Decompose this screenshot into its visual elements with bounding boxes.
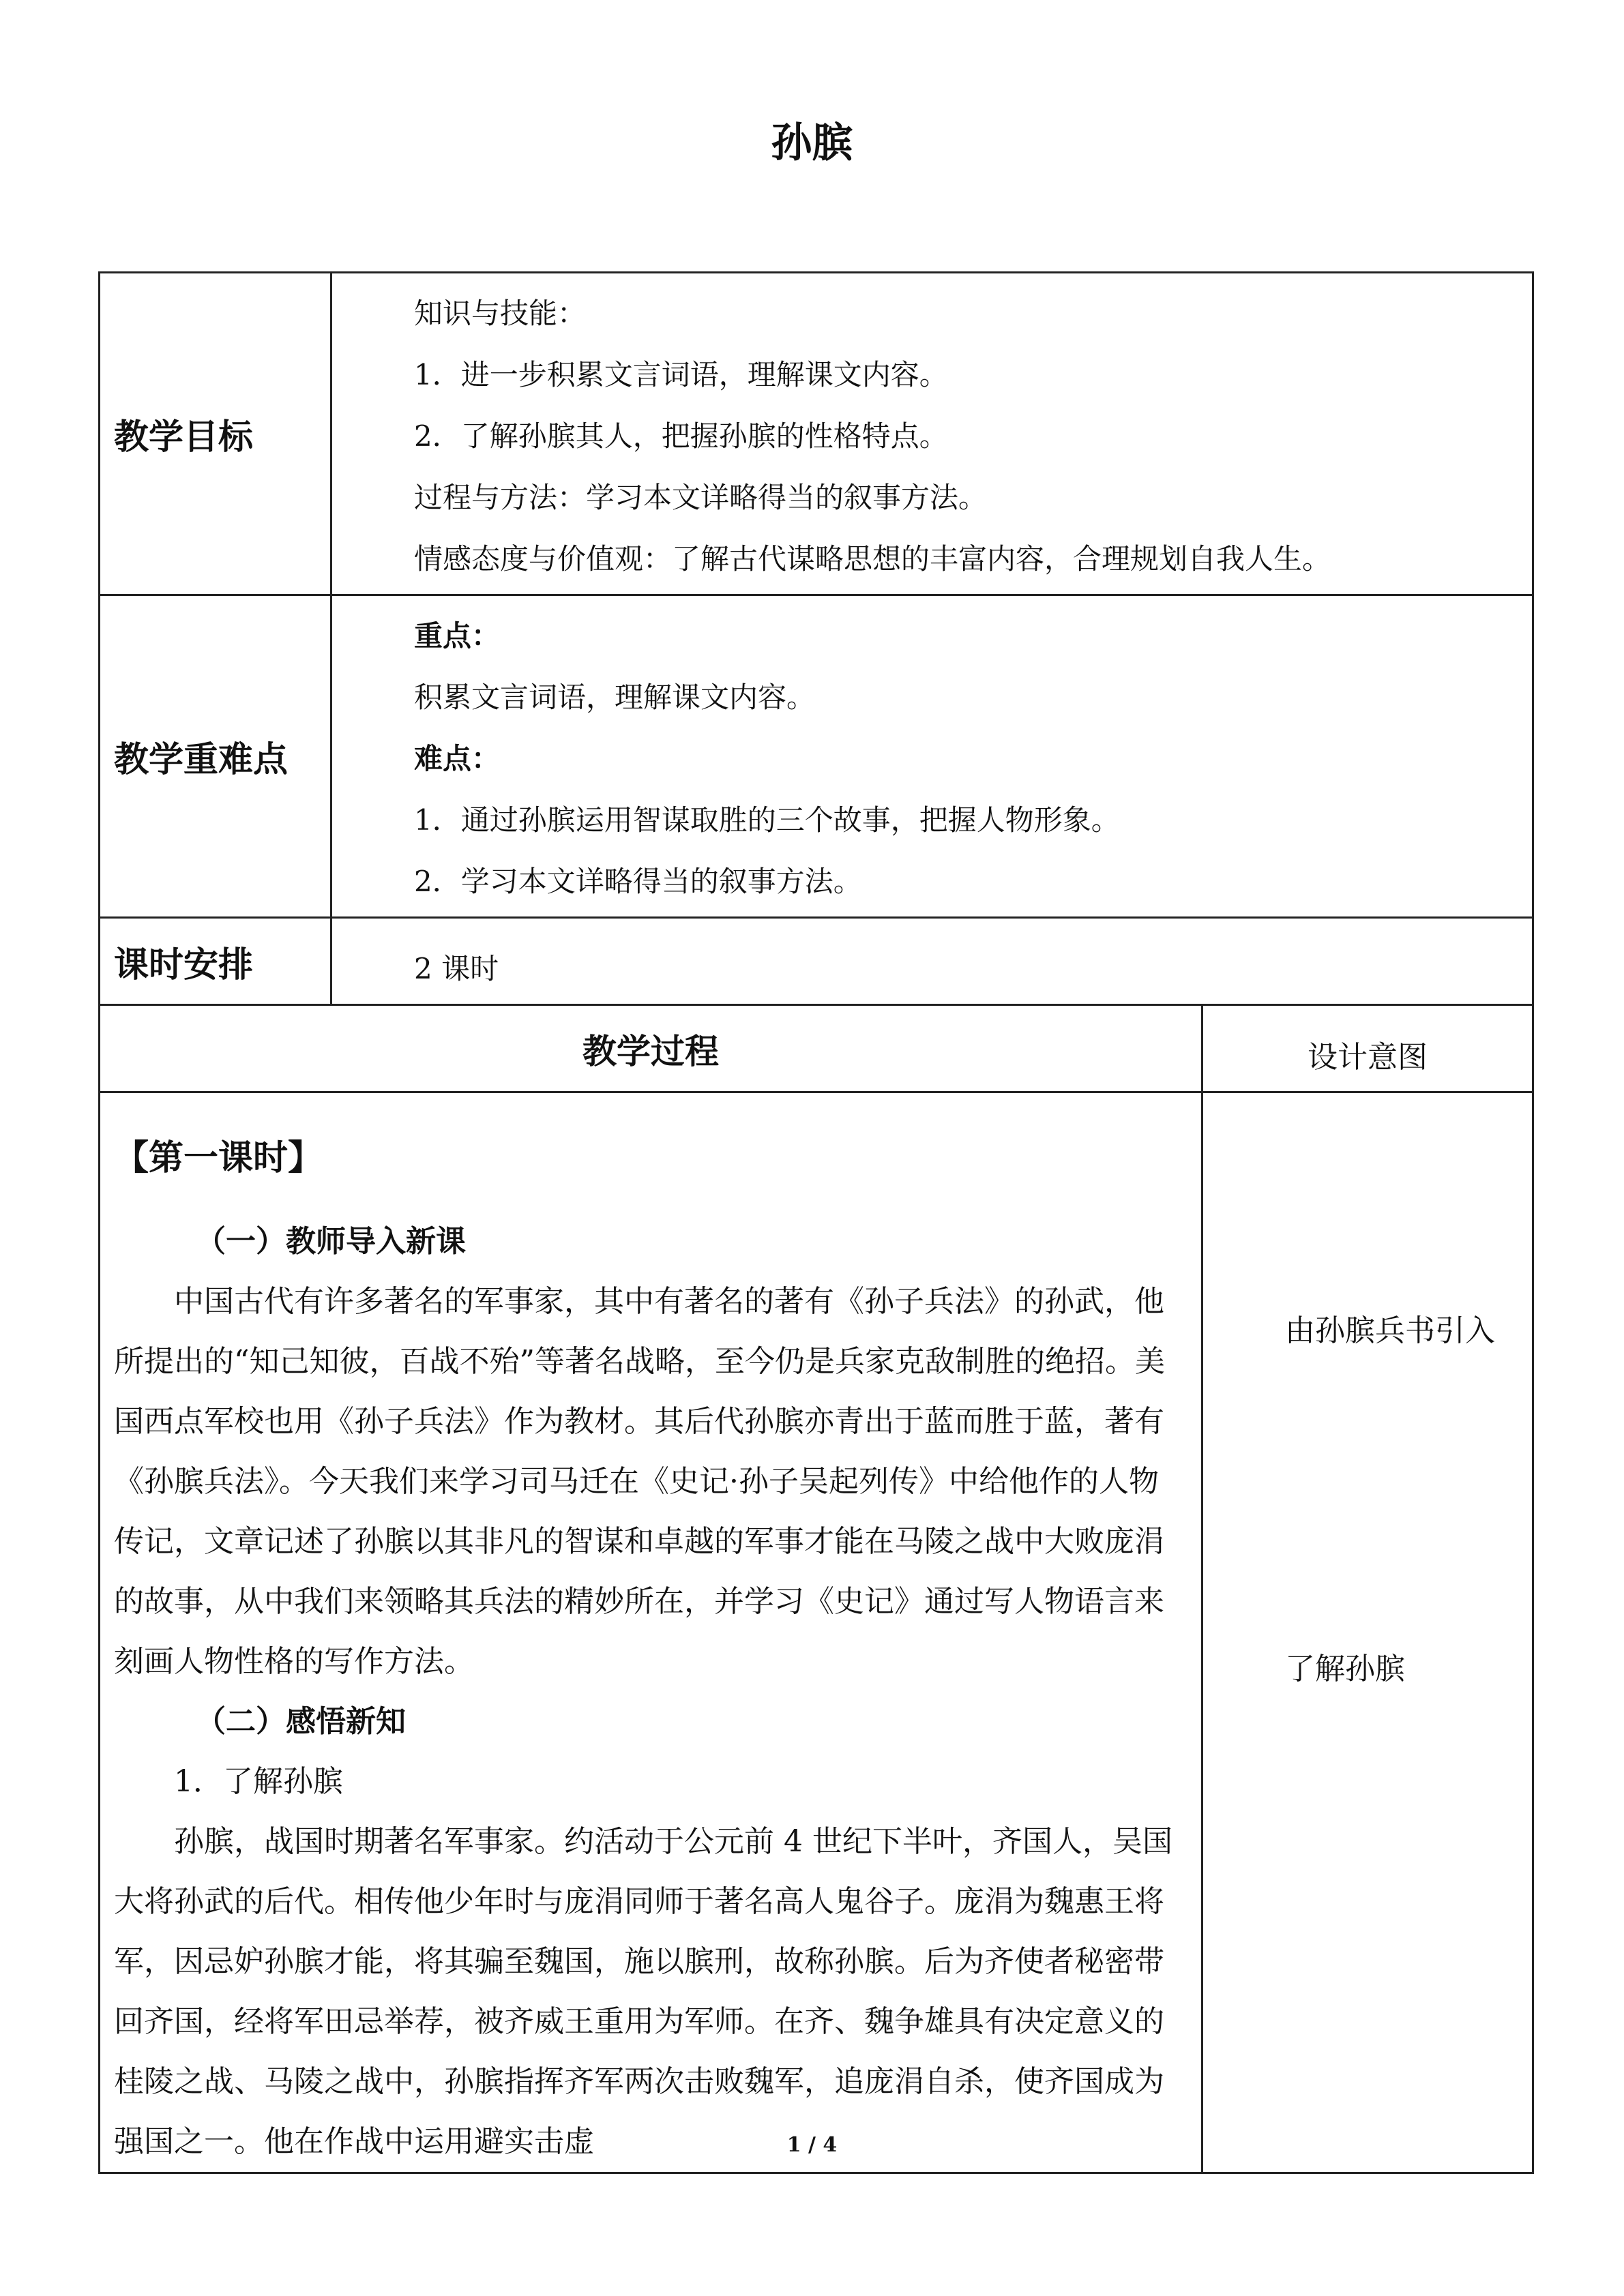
process-body-row bbox=[100, 1092, 1533, 2173]
objectives-line: 情感态度与价值观：了解古代谋略思想的丰富内容，合理规划自我人生。 bbox=[414, 542, 1331, 576]
page-number: 1 / 4 bbox=[786, 2133, 838, 2157]
schedule-label: 课时安排 bbox=[100, 918, 331, 1005]
focus-text: 积累文言词语，理解课文内容。 bbox=[414, 681, 816, 714]
design-note: 由孙膑兵书引入 bbox=[1285, 1313, 1495, 1348]
section-title: （一）教师导入新课 bbox=[196, 1224, 466, 1259]
section-title: （二）感悟新知 bbox=[196, 1704, 406, 1739]
lesson-title: 【第一课时】 bbox=[114, 1138, 323, 1178]
objectives-line: 1．进一步积累文言词语，理解课文内容。 bbox=[414, 358, 948, 391]
process-content bbox=[100, 1092, 1202, 2173]
design-notes bbox=[1202, 1092, 1533, 2173]
paragraph-biography: 孙膑，战国时期著名军事家。约活动于公元前 4 世纪下半叶，齐国人，吴国大将孙武的后代。相传他少年时与庞涓同师于著名高人鬼谷子。庞涓为魏惠王将军，因忌妒孙膑才能，将其骗至魏国，施以膑刑，故称孙膑。后为齐使者秘密带回齐国，经将军田忌举荐，被齐威王重用为军师。在齐、魏争雄具有决定意义的桂陵之战、马陵之战中，孙膑指挥齐军两次击败魏军，追庞涓自杀，使齐国成为强国之一。他在作战中运用避实击虚 bbox=[114, 1824, 1172, 2159]
design-header: 设计意图 bbox=[1202, 1005, 1533, 1092]
design-note: 了解孙膑 bbox=[1285, 1652, 1405, 1686]
key-points-label: 教学重难点 bbox=[100, 595, 331, 918]
difficulty-line: 2．学习本文详略得当的叙事方法。 bbox=[414, 865, 862, 898]
difficulty-heading: 难点： bbox=[414, 742, 501, 775]
schedule-row bbox=[100, 918, 1533, 1005]
subsection-title: 1．了解孙膑 bbox=[174, 1764, 343, 1799]
schedule-value: 2 课时 bbox=[331, 918, 1533, 1005]
objectives-content bbox=[331, 273, 1533, 595]
document-title: 孙膑 bbox=[771, 119, 853, 167]
objectives-line: 知识与技能： bbox=[414, 297, 587, 330]
process-header: 教学过程 bbox=[100, 1005, 1202, 1092]
process-header-row bbox=[100, 1005, 1533, 1092]
key-points-row bbox=[100, 595, 1533, 918]
paragraph-intro: 中国古代有许多著名的军事家，其中有著名的著有《孙子兵法》的孙武，他所提出的“知己知彼，百战不殆”等著名战略，至今仍是兵家克敌制胜的绝招。美国西点军校也用《孙子兵法》作为教材。其后代孙膑亦青出于蓝而胜于蓝，著有《孙膑兵法》。今天我们来学习司马迁在《史记·孙子吴起列传》中给他作的人物传记，文章记述了孙膑以其非凡的智谋和卓越的军事才能在马陵之战中大败庞涓的故事，从中我们来领略其兵法的精妙所在，并学习《史记》通过写人物语言来刻画人物性格的写作方法。 bbox=[114, 1284, 1165, 1679]
objectives-label: 教学目标 bbox=[100, 273, 331, 595]
key-points-content bbox=[331, 595, 1533, 918]
objectives-line: 过程与方法：学习本文详略得当的叙事方法。 bbox=[414, 481, 988, 514]
lesson-plan-table bbox=[98, 271, 1534, 2174]
focus-heading: 重点： bbox=[414, 619, 501, 653]
objectives-row bbox=[100, 273, 1533, 595]
difficulty-line: 1．通过孙膑运用智谋取胜的三个故事，把握人物形象。 bbox=[414, 803, 1120, 837]
objectives-line: 2．了解孙膑其人，把握孙膑的性格特点。 bbox=[414, 419, 948, 453]
